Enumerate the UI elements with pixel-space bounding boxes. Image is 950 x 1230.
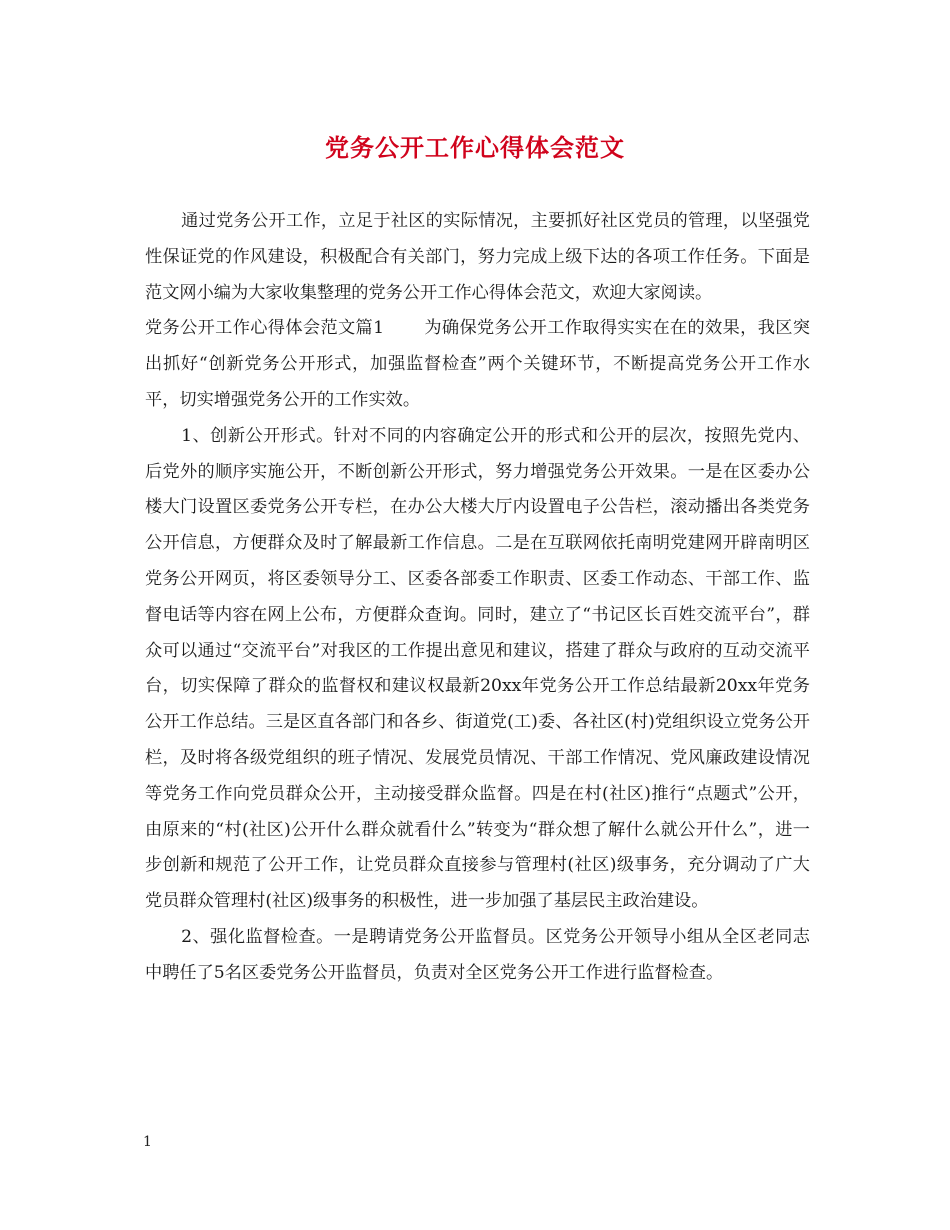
point-1-paragraph: 1、创新公开形式。针对不同的内容确定公开的形式和公开的层次，按照先党内、后党外的顺序实施公开，不断创新公开形式，努力增强党务公开效果。一是在区委办公楼大门设置区委党务公开专栏，在办公大楼大厅内设置电子公告栏，滚动播出各类党务公开信息，方便群众及时了解最新工作信息。二是在互联网依托南明党建网开辟南明区党务公开网页，将区委领导分工、区委各部委工作职责、区委工作动态、干部工作、监督电话等内容在网上公布，方便群众查询。同时，建立了“书记区长百姓交流平台”，群众可以通过“交流平台”对我区的工作提出意见和建议，搭建了群众与政府的互动交流平台，切实保障了群众的监督权和建议权最新20xx年党务公开工作总结最新20xx年党务公开工作总结。三是区直各部门和各乡、街道党(工)委、各社区(村)党组织设立党务公开栏，及时将各级党组织的班子情况、发展党员情况、干部工作情况、党风廉政建设情况等党务工作向党员群众公开，主动接受群众监督。四是在村(社区)推行“点题式”公开，由原来的“村(社区)公开什么群众就看什么”转变为“群众想了解什么就公开什么”，进一步创新和规范了公开工作，让党员群众直接参与管理村(社区)级事务，充分调动了广大党员群众管理村(社区)级事务的积极性，进一步加强了基层民主政治建设。: [145, 425, 810, 912]
document-body: [145, 204, 810, 992]
section-heading: 党务公开工作心得体会范文篇1: [145, 318, 385, 339]
section-text: 为确保党务公开工作取得实实在在的效果，我区突出抓好“创新党务公开形式，加强监督检查”两个关键环节，不断提高党务公开工作水平，切实增强党务公开的工作实效。: [145, 318, 810, 410]
document-title: 党务公开工作心得体会范文: [325, 133, 625, 162]
page-number: 1: [143, 1134, 152, 1150]
section-paragraph: [145, 311, 810, 418]
intro-paragraph: 通过党务公开工作，立足于社区的实际情况，主要抓好社区党员的管理，以坚强党性保证党的作风建设，积极配合有关部门，努力完成上级下达的各项工作任务。下面是范文网小编为大家收集整理的党务公开工作心得体会范文，欢迎大家阅读。: [145, 211, 810, 303]
point-2-paragraph: 2、强化监督检查。一是聘请党务公开监督员。区党务公开领导小组从全区老同志中聘任了5名区委党务公开监督员，负责对全区党务公开工作进行监督检查。: [145, 926, 810, 983]
